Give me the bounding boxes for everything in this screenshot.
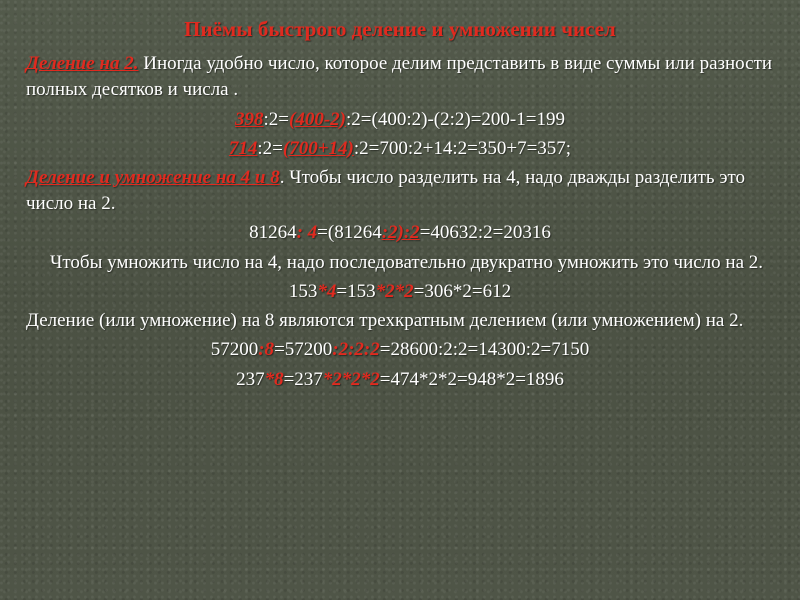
example-line: [26, 136, 774, 162]
example-highlight: :2):2: [381, 222, 420, 244]
example-text: =40632:2=20316: [419, 222, 551, 244]
example-text: =57200: [274, 339, 333, 361]
example-text: :2=: [263, 108, 290, 130]
example-highlight: :8: [258, 339, 275, 361]
example-line: [26, 220, 774, 246]
example-text: =153: [336, 280, 376, 302]
example-text: 237: [236, 368, 265, 390]
section-text: Иногда удобно число, которое делим представить в виде суммы или разности полных десятков и числа .: [26, 53, 773, 101]
example-highlight: (400-2): [289, 108, 347, 130]
slide-title: Пиёмы быстрого деление и умножении чисел: [184, 17, 616, 41]
example-text: :2=(400:2)-(2:2)=200-1=199: [346, 108, 565, 130]
example-text: =28600:2:2=14300:2=7150: [379, 339, 590, 361]
example-line: [26, 367, 774, 393]
paragraph-divide-8: Деление (или умножение) на 8 являются трехкратным делением (или умножением) на 2.: [26, 310, 744, 332]
section-divide-multiply-4-8: [26, 165, 774, 217]
example-line: [26, 337, 774, 363]
example-highlight: : 4: [296, 222, 318, 244]
example-text: 81264: [249, 222, 297, 244]
example-text: =(81264: [317, 222, 382, 244]
paragraph-multiply-4: Чтобы умножить число на 4, надо последовательно двукратно умножить это число на 2.: [50, 251, 764, 273]
example-line: [26, 279, 774, 305]
section-divide-by-2: [26, 51, 774, 103]
example-highlight: *2*2*2: [322, 368, 380, 390]
example-text: 57200: [210, 339, 259, 361]
example-highlight: 714: [228, 137, 258, 159]
section-heading: Деление и умножение на 4 и 8: [26, 166, 280, 188]
example-text: :2=700:2+14:2=350+7=357;: [353, 137, 572, 159]
example-text: =237: [283, 368, 323, 390]
section-text: . Чтобы число разделить на 4, надо дважды разделить это число на 2.: [26, 166, 746, 215]
example-text: =474*2*2=948*2=1896: [379, 368, 564, 390]
example-text: =306*2=612: [413, 280, 512, 302]
example-highlight: (700+14): [282, 137, 354, 159]
example-text: 153: [288, 280, 318, 302]
section-heading: Деление на 2.: [26, 53, 139, 75]
example-highlight: :2:2:2: [332, 339, 380, 361]
example-line: [26, 107, 774, 133]
example-highlight: *4: [317, 280, 337, 302]
example-highlight: *8: [264, 368, 284, 390]
example-highlight: *2*2: [375, 280, 414, 302]
example-highlight: 398: [235, 108, 264, 130]
example-text: :2=: [257, 137, 283, 159]
